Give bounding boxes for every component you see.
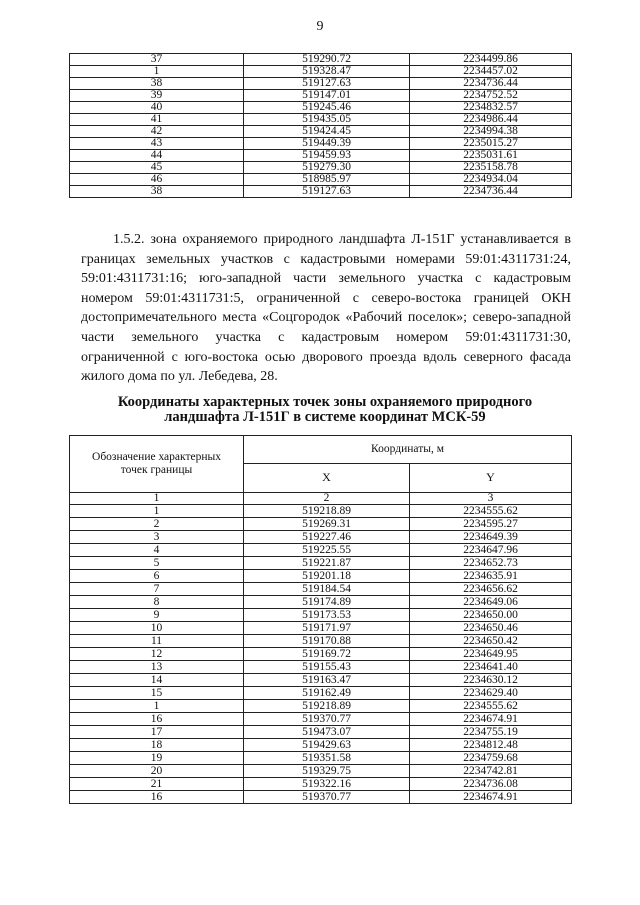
table-row (70, 713, 572, 726)
y-coordinate-cell: 2234812.48 (410, 739, 572, 752)
y-coordinate-cell: 2234994.38 (410, 126, 572, 138)
table-row (70, 126, 572, 138)
point-id-cell: 5 (70, 557, 244, 570)
x-coordinate-cell: 519162.49 (244, 687, 410, 700)
table-row (70, 557, 572, 570)
x-coordinate-cell: 519424.45 (244, 126, 410, 138)
point-id-cell: 4 (70, 544, 244, 557)
y-coordinate-cell: 2234736.44 (410, 78, 572, 90)
point-id-cell: 13 (70, 661, 244, 674)
point-id-cell: 41 (70, 114, 244, 126)
y-coordinate-cell: 2234555.62 (410, 505, 572, 518)
x-coordinate-cell: 519127.63 (244, 186, 410, 198)
y-coordinate-cell: 2234499.86 (410, 54, 572, 66)
y-coordinate-cell: 2234629.40 (410, 687, 572, 700)
y-coordinate-cell: 2234649.95 (410, 648, 572, 661)
x-coordinate-cell: 519174.89 (244, 596, 410, 609)
header-x: X (244, 463, 410, 492)
point-id-cell: 16 (70, 713, 244, 726)
y-coordinate-cell: 2234649.06 (410, 596, 572, 609)
x-coordinate-cell: 519473.07 (244, 726, 410, 739)
table-row (70, 726, 572, 739)
point-id-cell: 18 (70, 739, 244, 752)
y-coordinate-cell: 2234986.44 (410, 114, 572, 126)
header-y: Y (410, 463, 572, 492)
x-coordinate-cell: 519370.77 (244, 791, 410, 804)
point-id-cell: 38 (70, 78, 244, 90)
y-coordinate-cell: 2235031.61 (410, 150, 572, 162)
column-number: 1 (70, 493, 244, 505)
y-coordinate-cell: 2234641.40 (410, 661, 572, 674)
x-coordinate-cell: 519221.87 (244, 557, 410, 570)
point-id-cell: 9 (70, 609, 244, 622)
point-id-cell: 17 (70, 726, 244, 739)
table-row (70, 54, 572, 66)
y-coordinate-cell: 2234457.02 (410, 66, 572, 78)
y-coordinate-cell: 2235158.78 (410, 162, 572, 174)
x-coordinate-cell: 519171.97 (244, 622, 410, 635)
table-row (70, 162, 572, 174)
y-coordinate-cell: 2234652.73 (410, 557, 572, 570)
point-id-cell: 6 (70, 570, 244, 583)
x-coordinate-cell: 519329.75 (244, 765, 410, 778)
x-coordinate-cell: 519290.72 (244, 54, 410, 66)
y-coordinate-cell: 2235015.27 (410, 138, 572, 150)
point-id-cell: 44 (70, 150, 244, 162)
y-coordinate-cell: 2234674.91 (410, 713, 572, 726)
table-row (70, 661, 572, 674)
point-id-cell: 38 (70, 186, 244, 198)
table-row (70, 90, 572, 102)
x-coordinate-cell: 519218.89 (244, 700, 410, 713)
x-coordinate-cell: 519269.31 (244, 518, 410, 531)
y-coordinate-cell: 2234656.62 (410, 583, 572, 596)
x-coordinate-cell: 519328.47 (244, 66, 410, 78)
table-row (70, 531, 572, 544)
table-row (70, 648, 572, 661)
coordinates-table-continued (69, 53, 572, 198)
y-coordinate-cell: 2234759.68 (410, 752, 572, 765)
x-coordinate-cell: 519322.16 (244, 778, 410, 791)
table-row (70, 687, 572, 700)
table-row (70, 791, 572, 804)
point-id-cell: 10 (70, 622, 244, 635)
point-id-cell: 16 (70, 791, 244, 804)
table-row (70, 674, 572, 687)
point-id-cell: 42 (70, 126, 244, 138)
coordinates-table (69, 435, 572, 804)
table-row (70, 174, 572, 186)
x-coordinate-cell: 519449.39 (244, 138, 410, 150)
point-id-cell: 15 (70, 687, 244, 700)
table-row (70, 102, 572, 114)
point-id-cell: 8 (70, 596, 244, 609)
point-id-cell: 14 (70, 674, 244, 687)
point-id-cell: 2 (70, 518, 244, 531)
y-coordinate-cell: 2234649.39 (410, 531, 572, 544)
point-id-cell: 1 (70, 505, 244, 518)
x-coordinate-cell: 519147.01 (244, 90, 410, 102)
point-id-cell: 11 (70, 635, 244, 648)
table-row (70, 544, 572, 557)
point-id-cell: 7 (70, 583, 244, 596)
x-coordinate-cell: 519184.54 (244, 583, 410, 596)
table-row (70, 150, 572, 162)
point-id-cell: 20 (70, 765, 244, 778)
column-number: 2 (244, 493, 410, 505)
y-coordinate-cell: 2234595.27 (410, 518, 572, 531)
table-row (70, 583, 572, 596)
y-coordinate-cell: 2234635.91 (410, 570, 572, 583)
x-coordinate-cell: 519218.89 (244, 505, 410, 518)
x-coordinate-cell: 519227.46 (244, 531, 410, 544)
point-id-cell: 3 (70, 531, 244, 544)
table-row (70, 78, 572, 90)
point-id-cell: 40 (70, 102, 244, 114)
y-coordinate-cell: 2234832.57 (410, 102, 572, 114)
x-coordinate-cell: 518985.97 (244, 174, 410, 186)
y-coordinate-cell: 2234736.44 (410, 186, 572, 198)
table-row (70, 114, 572, 126)
table-row (70, 778, 572, 791)
table-row (70, 596, 572, 609)
table-row (70, 518, 572, 531)
point-id-cell: 19 (70, 752, 244, 765)
table-row (70, 570, 572, 583)
x-coordinate-cell: 519459.93 (244, 150, 410, 162)
y-coordinate-cell: 2234752.52 (410, 90, 572, 102)
table-row (70, 66, 572, 78)
x-coordinate-cell: 519169.72 (244, 648, 410, 661)
table-row (70, 765, 572, 778)
x-coordinate-cell: 519279.30 (244, 162, 410, 174)
x-coordinate-cell: 519170.88 (244, 635, 410, 648)
header-point-designation: Обозначение характерных точек границы (70, 436, 244, 493)
table-row (70, 505, 572, 518)
y-coordinate-cell: 2234555.62 (410, 700, 572, 713)
y-coordinate-cell: 2234650.42 (410, 635, 572, 648)
x-coordinate-cell: 519429.63 (244, 739, 410, 752)
y-coordinate-cell: 2234650.46 (410, 622, 572, 635)
point-id-cell: 43 (70, 138, 244, 150)
table-row (70, 739, 572, 752)
point-id-cell: 45 (70, 162, 244, 174)
section-heading: Координаты характерных точек зоны охраняемого природного ландшафта Л-151Г в системе координат МСК-59 (117, 394, 533, 425)
page-number: 9 (316, 19, 324, 34)
point-id-cell: 37 (70, 54, 244, 66)
y-coordinate-cell: 2234674.91 (410, 791, 572, 804)
point-id-cell: 21 (70, 778, 244, 791)
y-coordinate-cell: 2234650.00 (410, 609, 572, 622)
x-coordinate-cell: 519155.43 (244, 661, 410, 674)
table-row (70, 186, 572, 198)
point-id-cell: 1 (70, 66, 244, 78)
x-coordinate-cell: 519201.18 (244, 570, 410, 583)
table-row (70, 138, 572, 150)
header-coordinates: Координаты, м (244, 436, 572, 464)
y-coordinate-cell: 2234742.81 (410, 765, 572, 778)
table-row (70, 635, 572, 648)
table-row (70, 700, 572, 713)
x-coordinate-cell: 519370.77 (244, 713, 410, 726)
table-row (70, 609, 572, 622)
x-coordinate-cell: 519225.55 (244, 544, 410, 557)
x-coordinate-cell: 519173.53 (244, 609, 410, 622)
x-coordinate-cell: 519127.63 (244, 78, 410, 90)
x-coordinate-cell: 519435.05 (244, 114, 410, 126)
point-id-cell: 46 (70, 174, 244, 186)
y-coordinate-cell: 2234755.19 (410, 726, 572, 739)
x-coordinate-cell: 519351.58 (244, 752, 410, 765)
y-coordinate-cell: 2234736.08 (410, 778, 572, 791)
zone-description-paragraph: 1.5.2. зона охраняемого природного ландшафта Л-151Г устанавливается в границах земельных участков с кадастровыми номерами 59:01:4311731:24, 59:01:4311731:16; юго-западной части земельного участка с кадастровым номером 59:01:4311731:5, ограниченной с северо-востока границей ОКН достопримечательного места «Соцгородок «Рабочий поселок»; северо-западной части земельного участка с кадастровым номером 59:01:4311731:30, ограниченной с юго-востока осью дворового проезда вдоль северного фасада жилого дома по ул. Лебедева, 28. (81, 232, 571, 385)
x-coordinate-cell: 519245.46 (244, 102, 410, 114)
x-coordinate-cell: 519163.47 (244, 674, 410, 687)
point-id-cell: 39 (70, 90, 244, 102)
point-id-cell: 12 (70, 648, 244, 661)
table-row (70, 622, 572, 635)
y-coordinate-cell: 2234630.12 (410, 674, 572, 687)
y-coordinate-cell: 2234647.96 (410, 544, 572, 557)
column-number: 3 (410, 493, 572, 505)
point-id-cell: 1 (70, 700, 244, 713)
table-row (70, 752, 572, 765)
y-coordinate-cell: 2234934.04 (410, 174, 572, 186)
